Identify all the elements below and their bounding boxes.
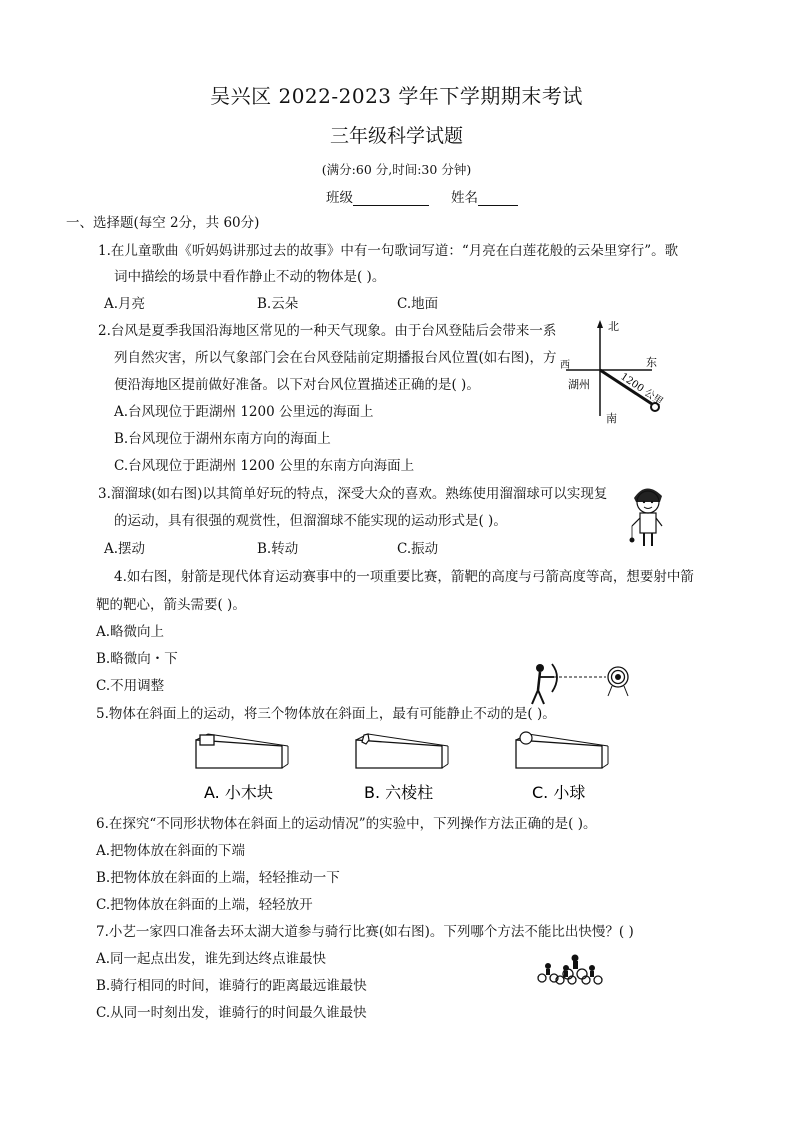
q7-option-a: A.同一起点出发，谁先到达终点谁最快 <box>96 951 327 967</box>
slope-b-hexagonal-prism <box>356 734 448 768</box>
typhoon-compass-figure <box>560 318 665 428</box>
q4-option-c: C.不用调整 <box>96 678 165 694</box>
slope-a-wood-block <box>196 734 288 768</box>
q1-line1: 1.在儿童歌曲《听妈妈讲那过去的故事》中有一句歌词写道：“月亮在白莲花般的云朵里穿行”。歌 <box>98 243 679 259</box>
exam-meta: (满分:60 分,时间:30 分钟) <box>321 162 472 177</box>
city-label: 湖州 <box>568 378 590 391</box>
q4-option-a: A.略微向上 <box>96 624 165 640</box>
q6-line1: 6.在探究“不同形状物体在斜面上的运动情况”的实验中，下列操作方法正确的是( )。 <box>96 816 597 832</box>
class-label: 班级 <box>326 190 353 206</box>
q2-option-b: B.台风现位于湖州东南方向的海面上 <box>114 431 331 447</box>
class-name-line <box>326 186 518 206</box>
q2-line3: 便沿海地区提前做好准备。以下对台风位置描述正确的是( )。 <box>114 377 480 393</box>
q7-line1: 7.小艺一家四口准备去环太湖大道参与骑行比赛(如右图)。下列哪个方法不能比出快慢？( ) <box>96 924 634 940</box>
q1-option-a: A.月亮 <box>104 296 146 312</box>
cycling-family-figure <box>536 950 606 986</box>
q7-option-c: C.从同一时刻出发，谁骑行的时间最久谁最快 <box>96 1005 367 1021</box>
q7-option-b: B.骑行相同的时间，谁骑行的距离最远谁最快 <box>96 978 367 994</box>
q4-line1: 4.如右图，射箭是现代体育运动赛事中的一项重要比赛，箭靶的高度与弓箭高度等高，想要射中箭 <box>114 569 694 585</box>
slope-c-ball <box>516 732 608 768</box>
yoyo-boy-figure <box>626 482 670 548</box>
q6-option-c: C.把物体放在斜面的上端，轻轻放开 <box>96 897 313 913</box>
q4-line2: 靶的靶心，箭头需要( )。 <box>96 597 246 613</box>
q1-option-c: C.地面 <box>397 296 439 312</box>
name-blank <box>478 191 518 206</box>
q1-line2: 词中描绘的场景中看作静止不动的物体是( )。 <box>114 269 386 285</box>
q2-line2: 列自然灾害，所以气象部门会在台风登陆前定期播报台风位置(如右图)，方 <box>114 350 557 366</box>
class-blank <box>353 191 429 206</box>
name-label: 姓名 <box>451 190 478 206</box>
distance-label: 1200 公里 <box>618 371 665 408</box>
exam-subtitle: 三年级科学试题 <box>329 125 463 147</box>
q2-option-a: A.台风现位于距湖州 1200 公里远的海面上 <box>114 404 374 420</box>
q3-line2: 的运动，具有很强的观赏性，但溜溜球不能实现的运动形式是( )。 <box>114 513 507 529</box>
q6-option-b: B.把物体放在斜面的上端，轻轻推动一下 <box>96 870 340 886</box>
q3-option-c: C.振动 <box>397 541 439 557</box>
q3-option-a: A.摆动 <box>104 541 146 557</box>
q3-option-b: B.转动 <box>257 541 299 557</box>
exam-title: 吴兴区 2022-2023 学年下学期期末考试 <box>210 84 583 108</box>
q1-option-b: B.云朵 <box>257 296 299 312</box>
q5-line1: 5.物体在斜面上的运动，将三个物体放在斜面上，最有可能静止不动的是( )。 <box>96 706 556 722</box>
caption-c: C. 小球 <box>532 783 586 802</box>
q6-option-a: A.把物体放在斜面的下端 <box>96 843 246 859</box>
section-heading: 一、选择题(每空 2分，共 60分) <box>66 215 260 231</box>
north-label: 北 <box>608 320 619 333</box>
caption-b: B. 六棱柱 <box>364 783 434 802</box>
caption-a: A. 小木块 <box>204 783 273 802</box>
east-label: 东 <box>646 356 657 369</box>
west-label: 西 <box>560 360 570 371</box>
south-label: 南 <box>606 412 617 425</box>
q2-line1: 2.台风是夏季我国沿海地区常见的一种天气现象。由于台风登陆后会带来一系 <box>98 323 557 339</box>
q3-line1: 3.溜溜球(如右图)以其简单好玩的特点，深受大众的喜欢。熟练使用溜溜球可以实现复 <box>98 486 608 502</box>
q4-option-b: B.略微向・下 <box>96 651 178 667</box>
slope-figures <box>192 732 612 802</box>
q2-option-c: C.台风现位于距湖州 1200 公里的东南方向海面上 <box>114 458 415 474</box>
